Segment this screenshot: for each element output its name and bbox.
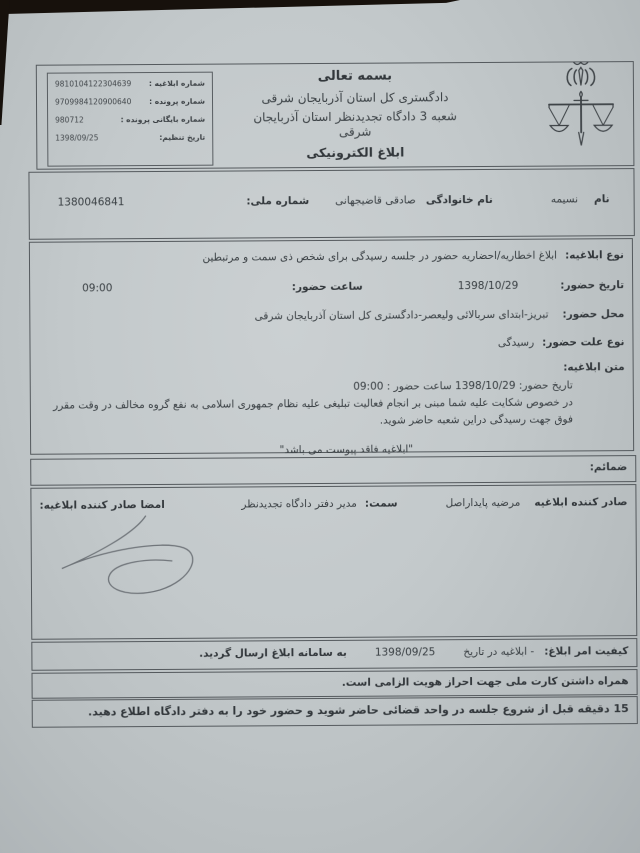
delivery-label: کیفیت امر ابلاغ: — [544, 645, 629, 658]
header-titles — [187, 68, 523, 140]
reason-row — [40, 335, 624, 353]
attachments-label: ضمائم: — [589, 461, 628, 474]
notice-type-value: ابلاغ اخطاریه/احضاریه حضور در جلسه رسیدگی برای شخص ذی سمت و مرتبطین — [202, 249, 558, 264]
header-box — [36, 61, 635, 170]
no-attachment-note: "ابلاغیه فاقد پیوست می باشد" — [279, 443, 414, 457]
notice-number-label: شماره ابلاغیه : — [148, 78, 205, 89]
case-number-value: 9709984120900640 — [54, 97, 132, 107]
recipient-box — [28, 168, 634, 240]
appearance-time-value: 09:00 — [82, 281, 113, 295]
location-value: تبریز-ابتدای سربالائی ولیعصر-دادگستری کل استان آذربایجان شرقی — [254, 308, 549, 323]
issuer-position-value: مدیر دفتر دادگاه تجدیدنظر — [241, 497, 357, 511]
reason-label: نوع علت حضور: — [542, 336, 625, 349]
appearance-time-label: ساعت حضور: — [291, 280, 363, 293]
last-name-value: صادقی قاضیجهانی — [335, 194, 416, 207]
delivery-box — [31, 638, 637, 671]
iran-judiciary-emblem-icon — [543, 58, 620, 148]
footer-note1-text: همراه داشتن کارت ملی جهت احراز هویت الزامی است. — [341, 675, 629, 689]
first-name-value: نسیمه — [550, 193, 579, 206]
archive-number-value: 980712 — [55, 115, 84, 125]
delivery-date-value: 1398/09/25 — [374, 646, 436, 659]
issuer-row — [31, 495, 635, 513]
issuer-label: صادر کننده ابلاغیه — [534, 496, 628, 509]
registration-date-label: تاریخ تنظیم: — [159, 132, 206, 142]
national-id-label: شماره ملی: — [246, 195, 310, 208]
reason-value: رسیدگی — [497, 336, 535, 349]
body-label-row — [41, 360, 625, 378]
meta-row-case-no — [55, 97, 205, 107]
issuer-position-label: سمت: — [364, 497, 398, 510]
notice-type-row — [40, 248, 624, 266]
appearance-date-label: تاریخ حضور: — [560, 278, 625, 292]
footer-note1-box — [31, 669, 637, 699]
bismillah-text: بسمه تعالی — [317, 68, 393, 85]
notice-details-box — [29, 238, 634, 455]
footer-note2-text: 15 دقیقه قبل از شروع جلسه در واحد قضائی حاضر شوید و حضور خود را به دفتر دادگاه اطلاع دهید. — [87, 702, 629, 719]
footer-note2-box — [32, 696, 638, 728]
notice-number-value: 9810104122304639 — [54, 79, 132, 89]
recipient-row — [30, 192, 634, 210]
appearance-date-value: 1398/10/29 — [457, 279, 519, 292]
first-name-label: نام — [593, 193, 610, 206]
issuer-box — [30, 484, 637, 640]
archive-number-label: شماره بایگانی پرونده : — [120, 114, 206, 125]
appearance-datetime-row — [40, 278, 624, 296]
signature-scribble-icon — [50, 514, 221, 630]
notice-body-text — [51, 378, 573, 432]
notice-body-line1: تاریخ حضور: 1398/10/29 ساعت حضور : 09:00 — [353, 379, 573, 394]
issuer-name-value: مرضیه پایداراصل — [445, 496, 521, 510]
issuer-signature-label: امضا صادر کننده ابلاغیه: — [39, 498, 165, 512]
delivery-row — [32, 639, 636, 662]
case-number-label: شماره پرونده : — [149, 96, 206, 107]
document-type-title: ابلاغ الکترونیکی — [306, 144, 405, 161]
notice-body-label: متن ابلاغیه: — [563, 360, 625, 374]
national-id-value: 1380046841 — [57, 196, 125, 209]
location-label: محل حضور: — [562, 308, 625, 321]
attachments-box — [30, 455, 636, 486]
location-row — [40, 308, 624, 326]
branch-name-line1: شعبه 3 دادگاه تجدیدنظر استان آذربایجان — [253, 109, 457, 125]
meta-row-notice-no — [55, 79, 205, 89]
notice-body-line2: در خصوص شکایت علیه شما مبنی بر انجام فعالیت تبلیغی علیه نظام جمهوری اسلامی به نفع گروه مخالف در وقت مقرر فوق جهت رسیدگی دراین شعبه حاضر شوید. — [53, 396, 573, 427]
org-name-text: دادگستری کل استان آذربایجان شرقی — [261, 90, 449, 106]
delivery-text-suffix: به سامانه ابلاغ ارسال گردید. — [199, 646, 347, 660]
meta-row-reg-date — [55, 133, 205, 143]
notice-type-label: نوع ابلاغیه: — [565, 249, 624, 262]
delivery-text-prefix: - ابلاغیه در تاریخ — [463, 645, 535, 659]
registration-date-value: 1398/09/25 — [55, 133, 99, 143]
last-name-label: نام خانوادگی — [425, 193, 493, 207]
branch-name-line2: شرقی — [338, 124, 372, 139]
meta-row-archive-no — [55, 115, 205, 125]
